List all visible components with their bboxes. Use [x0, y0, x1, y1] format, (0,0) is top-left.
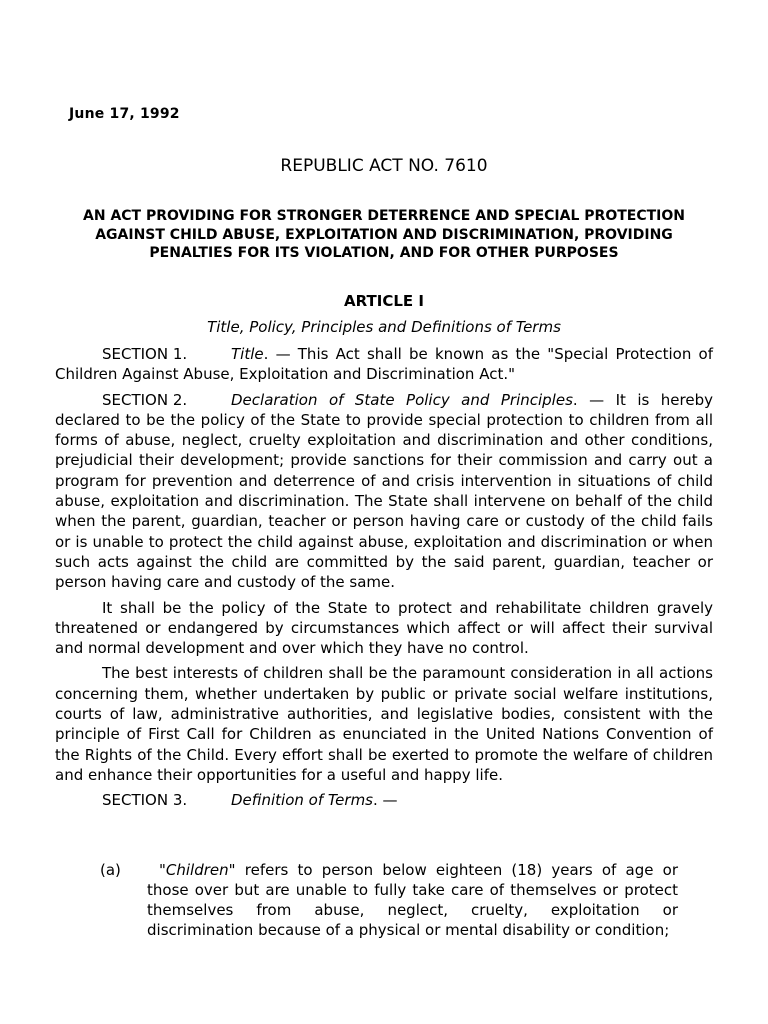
section-2-paragraph-2: It shall be the policy of the State to protect and rehabilitate children gravely threatened or endangered by circumstances which affect or will affect their survival and normal development and over which they have no control.: [55, 598, 713, 658]
definition-label: (a): [100, 861, 121, 879]
definition-term: Children: [165, 861, 229, 879]
section-1-title: Title: [231, 345, 264, 363]
definition-item: [100, 860, 678, 940]
document-date: June 17, 1992: [69, 106, 180, 122]
section-2-title: Declaration of State Policy and Principles: [231, 390, 573, 409]
article-subheading: Title, Policy, Principles and Definitions of Terms: [207, 318, 561, 336]
article-heading: ARTICLE I: [344, 292, 424, 310]
section-1-text: . — This Act shall be known as the "Special Protection of Children Against Abuse, Exploitation and Discrimination Act.": [55, 345, 713, 384]
act-number: REPUBLIC ACT NO. 7610: [280, 156, 488, 176]
section-2: [55, 390, 713, 593]
section-3-title: Definition of Terms: [231, 791, 374, 810]
section-1: [55, 344, 713, 385]
definition-text: [147, 860, 678, 940]
document-body: [55, 344, 713, 816]
section-2-text: . — It is hereby declared to be the policy of the State to provide special protection to children from all forms of abuse, neglect, cruelty exploitation and discrimination and other conditions, prejudicial their development; provide sanctions for their commission and carry out a program for prevention and deterrence of and crisis intervention in situations of child abuse, exploitation and discrimination. The State shall intervene on behalf of the child when the parent, guardian, teacher or person having care or custody of the child fails or is unable to protect the child against abuse, exploitation and discrimination or when such acts against the child are committed by the said parent, guardian, teacher or person having care and custody of the same.: [55, 390, 713, 592]
section-3-label: SECTION 3.: [102, 791, 188, 810]
section-2-label: SECTION 2.: [102, 390, 188, 409]
section-3-text: . —: [373, 791, 398, 810]
section-2-paragraph-3: The best interests of children shall be the paramount consideration in all actions concerning them, whether undertaken by public or private social welfare institutions, courts of law, administrative authorities, and legislative bodies, consistent with the principle of First Call for Children as enunciated in the United Nations Convention of the Rights of the Child. Every effort shall be exerted to promote the welfare of children and enhance their opportunities for a useful and happy life.: [55, 664, 713, 784]
definition-body: " refers to person below eighteen (18) years of age or those over but are unable to fully take care of themselves or protect themselves from abuse, neglect, cruelty, exploitation or discrimination because of a physical or mental disability or condition;: [147, 861, 678, 939]
section-3: [55, 790, 713, 810]
definition-quote-open: ": [159, 861, 166, 879]
act-title: AN ACT PROVIDING FOR STRONGER DETERRENCE AND SPECIAL PROTECTION AGAINST CHILD ABUSE, EXPLOITATION AND DISCRIMINATION, PROVIDING PENALTIES FOR ITS VIOLATION, AND FOR OTHER PURPOSES: [83, 208, 685, 261]
section-1-label: SECTION 1.: [102, 345, 188, 363]
